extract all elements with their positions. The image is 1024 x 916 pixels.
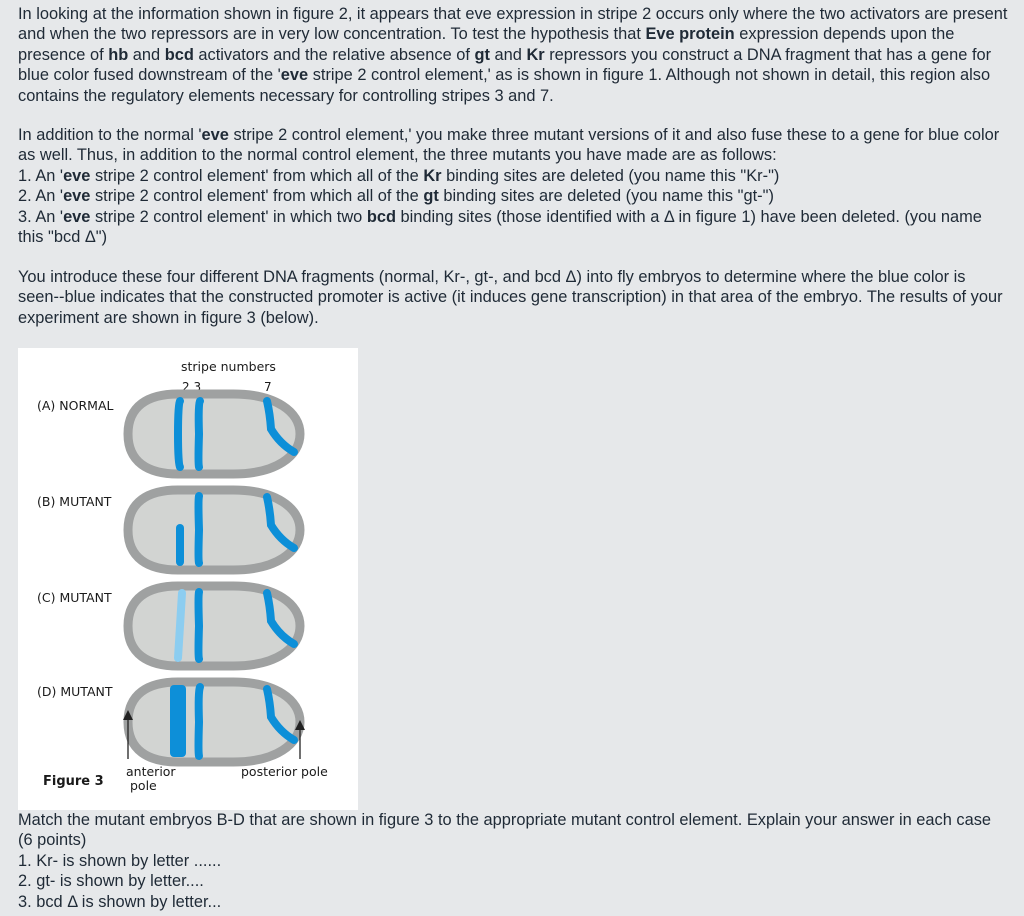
bold-bcd: bcd — [164, 45, 194, 64]
bold-eve: eve — [280, 66, 309, 85]
experiment-paragraph — [18, 267, 1008, 328]
mutant-item-bcd: 3. An 'eve stripe 2 control element' in which two bcd binding sites (those identified with a Δ in figure 1) have been deleted. (you name this "bcd Δ") — [18, 207, 982, 247]
questions-section — [18, 810, 1008, 912]
mutant-item-kr: 1. An 'eve stripe 2 control element' from which all of the Kr binding sites are deleted (you name this "Kr-") — [18, 166, 780, 185]
experiment-text: You introduce these four different DNA fragments (normal, Kr-, gt-, and bcd Δ) into fly embryos to determine where the blue color is seen--blue indicates that the constructed promoter is active (it induces gene transcription) in that area of the embryo. The results of your experiment are shown in figure 3 (below). — [18, 268, 1003, 327]
stripe-label-7: 7 — [264, 380, 272, 394]
intro-paragraph — [18, 4, 1008, 106]
mutants-intro: In addition to the normal 'eve stripe 2 control element,' you make three mutant versions of it and also fuse these to a gene for blue color as well. Thus, in addition to the normal control element, the three mutants you have made are as follows: — [18, 126, 1000, 165]
question-1: 1. Kr- is shown by letter ...... — [18, 851, 222, 870]
embryo-c-mutant — [128, 586, 300, 666]
embryo-b-mutant — [128, 490, 300, 570]
anterior-label: anterior — [126, 764, 176, 779]
bold-eve-protein: Eve protein — [645, 25, 735, 44]
posterior-pole-label: posterior pole — [241, 764, 328, 779]
embryo-a-stripe-2 — [178, 401, 180, 467]
bold-gt: gt — [474, 45, 490, 64]
label-a-normal: (A) NORMAL — [37, 398, 114, 413]
label-c-mutant: (C) MUTANT — [37, 590, 112, 605]
embryo-c-stripe-3 — [199, 592, 200, 659]
figure-caption: Figure 3 — [43, 774, 104, 789]
mutant-item-gt: 2. An 'eve stripe 2 control element' from which all of the gt binding sites are deleted (you name this "gt-") — [18, 187, 774, 206]
embryo-a-normal — [128, 394, 300, 474]
stripe-label-2-3: 2 3 — [182, 380, 202, 394]
embryo-d-stripe-3 — [199, 687, 201, 756]
intro-text: In looking at the information shown in figure 2, it appears that eve expression in stripe 2 occurs only where the two activators are present and when the two repressors are in very low concentration. To test the hypothesis that Eve protein expression depends upon the presence of hb and bcd activators and the relative absence of gt and Kr repressors you construct a DNA fragment that has a gene for blue color fused downstream of the 'eve stripe 2 control element,' as is shown in figure 1. Although not shown in detail, this region also contains the regulatory elements necessary for controlling stripes 3 and 7. — [18, 5, 1008, 105]
pole-label: pole — [130, 778, 157, 793]
embryo-c-stripe-2-faint — [178, 593, 182, 658]
question-2: 2. gt- is shown by letter.... — [18, 872, 204, 891]
label-d-mutant: (D) MUTANT — [37, 684, 113, 699]
figure-3 — [18, 348, 358, 810]
embryo-d-stripe-2-broad — [170, 685, 186, 757]
embryo-b-stripe-3 — [199, 496, 200, 563]
question-prompt: Match the mutant embryos B-D that are shown in figure 3 to the appropriate mutant control element. Explain your answer in each case (6 points) — [18, 811, 992, 850]
embryo-d-mutant — [128, 682, 300, 762]
embryo-a-stripe-3 — [199, 401, 201, 467]
question-3: 3. bcd Δ is shown by letter... — [18, 892, 222, 911]
figure-3-diagram — [18, 348, 358, 810]
bold-hb: hb — [108, 45, 129, 64]
mutants-paragraph — [18, 125, 1008, 247]
bold-kr: Kr — [526, 45, 545, 64]
stripe-numbers-header: stripe numbers — [181, 359, 276, 374]
label-b-mutant: (B) MUTANT — [37, 494, 112, 509]
